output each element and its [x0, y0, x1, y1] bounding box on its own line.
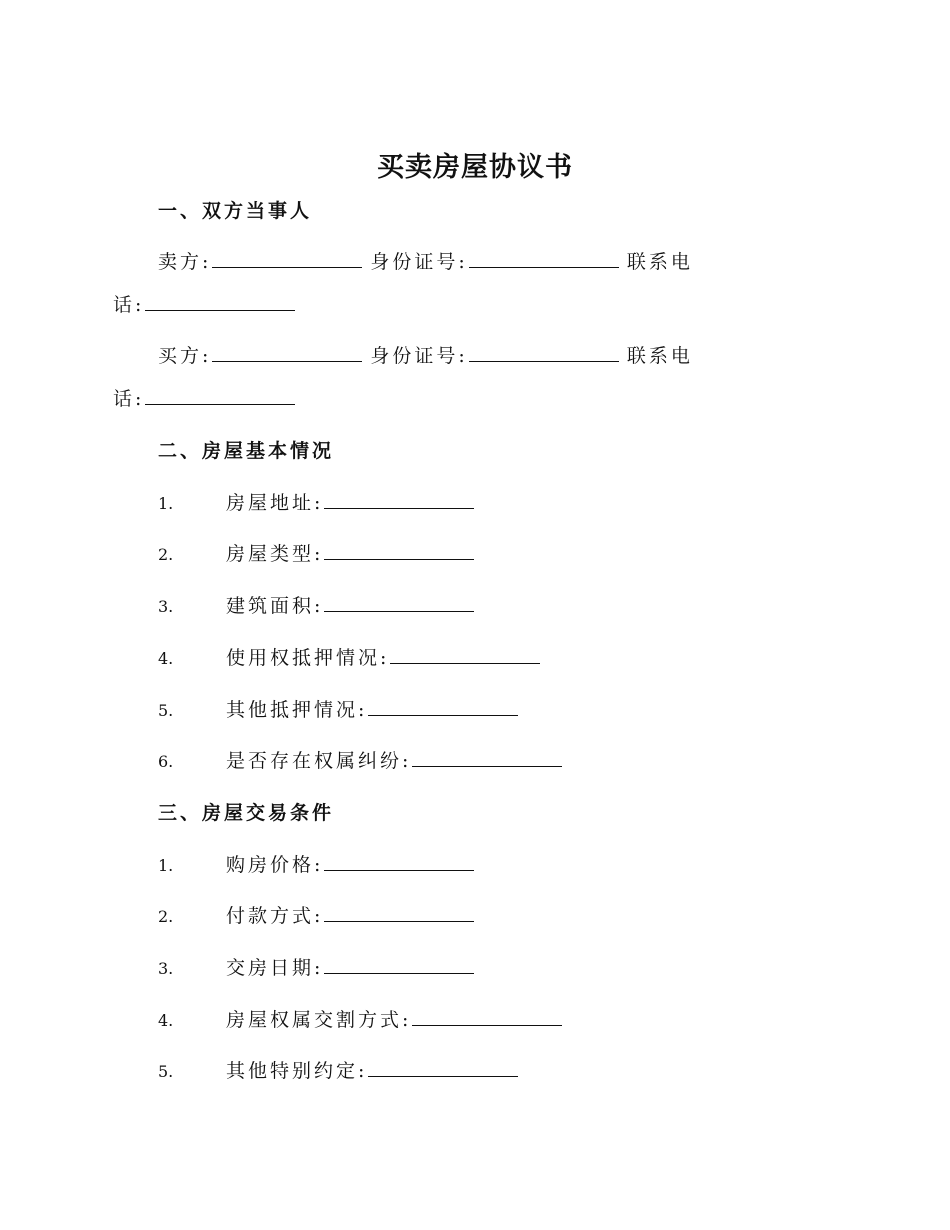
item-number: 1. [158, 494, 174, 513]
list-item [158, 903, 474, 930]
item-number: 4. [158, 1011, 174, 1030]
buyer-line [158, 343, 693, 369]
item-number: 2. [158, 907, 174, 926]
item-label: 交房日期: [226, 957, 324, 979]
seller-line [158, 249, 693, 275]
list-item [158, 748, 562, 775]
list-item [158, 1058, 518, 1085]
purchase-price-field[interactable] [324, 852, 474, 871]
property-address-field[interactable] [324, 490, 474, 509]
seller-id-field[interactable] [469, 249, 619, 268]
ownership-dispute-field[interactable] [412, 748, 562, 767]
buyer-phone-label: 联系电 [626, 345, 693, 367]
item-number: 1. [158, 856, 174, 875]
list-item [158, 1007, 562, 1034]
list-item [158, 645, 540, 672]
item-label: 房屋权属交割方式: [226, 1009, 412, 1031]
building-area-field[interactable] [324, 593, 474, 612]
section-heading-parties: 一、双方当事人 [158, 200, 313, 222]
item-number: 6. [158, 752, 174, 771]
item-number: 3. [158, 597, 174, 616]
item-label: 建筑面积: [226, 595, 324, 617]
item-number: 3. [158, 959, 174, 978]
seller-phone-label-cont: 话: [113, 294, 145, 316]
property-type-field[interactable] [324, 541, 474, 560]
buyer-line-continued [113, 386, 295, 412]
item-label: 是否存在权属纠纷: [226, 750, 412, 772]
item-number: 5. [158, 1062, 174, 1081]
seller-name-field[interactable] [212, 249, 362, 268]
payment-method-field[interactable] [324, 903, 474, 922]
list-item [158, 593, 474, 620]
list-item [158, 955, 474, 982]
item-label: 房屋类型: [226, 543, 324, 565]
usage-right-mortgage-field[interactable] [390, 645, 540, 664]
ownership-transfer-field[interactable] [412, 1007, 562, 1026]
item-label: 其他抵押情况: [226, 699, 368, 721]
item-number: 4. [158, 649, 174, 668]
list-item [158, 490, 474, 517]
buyer-id-label: 身份证号: [370, 345, 468, 367]
list-item [158, 697, 518, 724]
section-heading-trade-terms: 三、房屋交易条件 [158, 802, 335, 824]
item-number: 5. [158, 701, 174, 720]
list-item [158, 852, 474, 879]
item-label: 使用权抵押情况: [226, 647, 390, 669]
other-mortgage-field[interactable] [368, 697, 518, 716]
buyer-label: 买方: [158, 345, 212, 367]
seller-phone-field[interactable] [145, 292, 295, 311]
item-number: 2. [158, 545, 174, 564]
buyer-phone-field[interactable] [145, 386, 295, 405]
buyer-name-field[interactable] [212, 343, 362, 362]
seller-label: 卖方: [158, 251, 212, 273]
seller-id-label: 身份证号: [370, 251, 468, 273]
item-label: 付款方式: [226, 905, 324, 927]
handover-date-field[interactable] [324, 955, 474, 974]
seller-phone-label: 联系电 [626, 251, 693, 273]
list-item [158, 541, 474, 568]
item-label: 房屋地址: [226, 492, 324, 514]
section-heading-property-info: 二、房屋基本情况 [158, 440, 335, 462]
seller-line-continued [113, 292, 295, 318]
item-label: 其他特别约定: [226, 1060, 368, 1082]
item-label: 购房价格: [226, 854, 324, 876]
special-terms-field[interactable] [368, 1058, 518, 1077]
document-title: 买卖房屋协议书 [377, 152, 573, 183]
buyer-id-field[interactable] [469, 343, 619, 362]
buyer-phone-label-cont: 话: [113, 388, 145, 410]
